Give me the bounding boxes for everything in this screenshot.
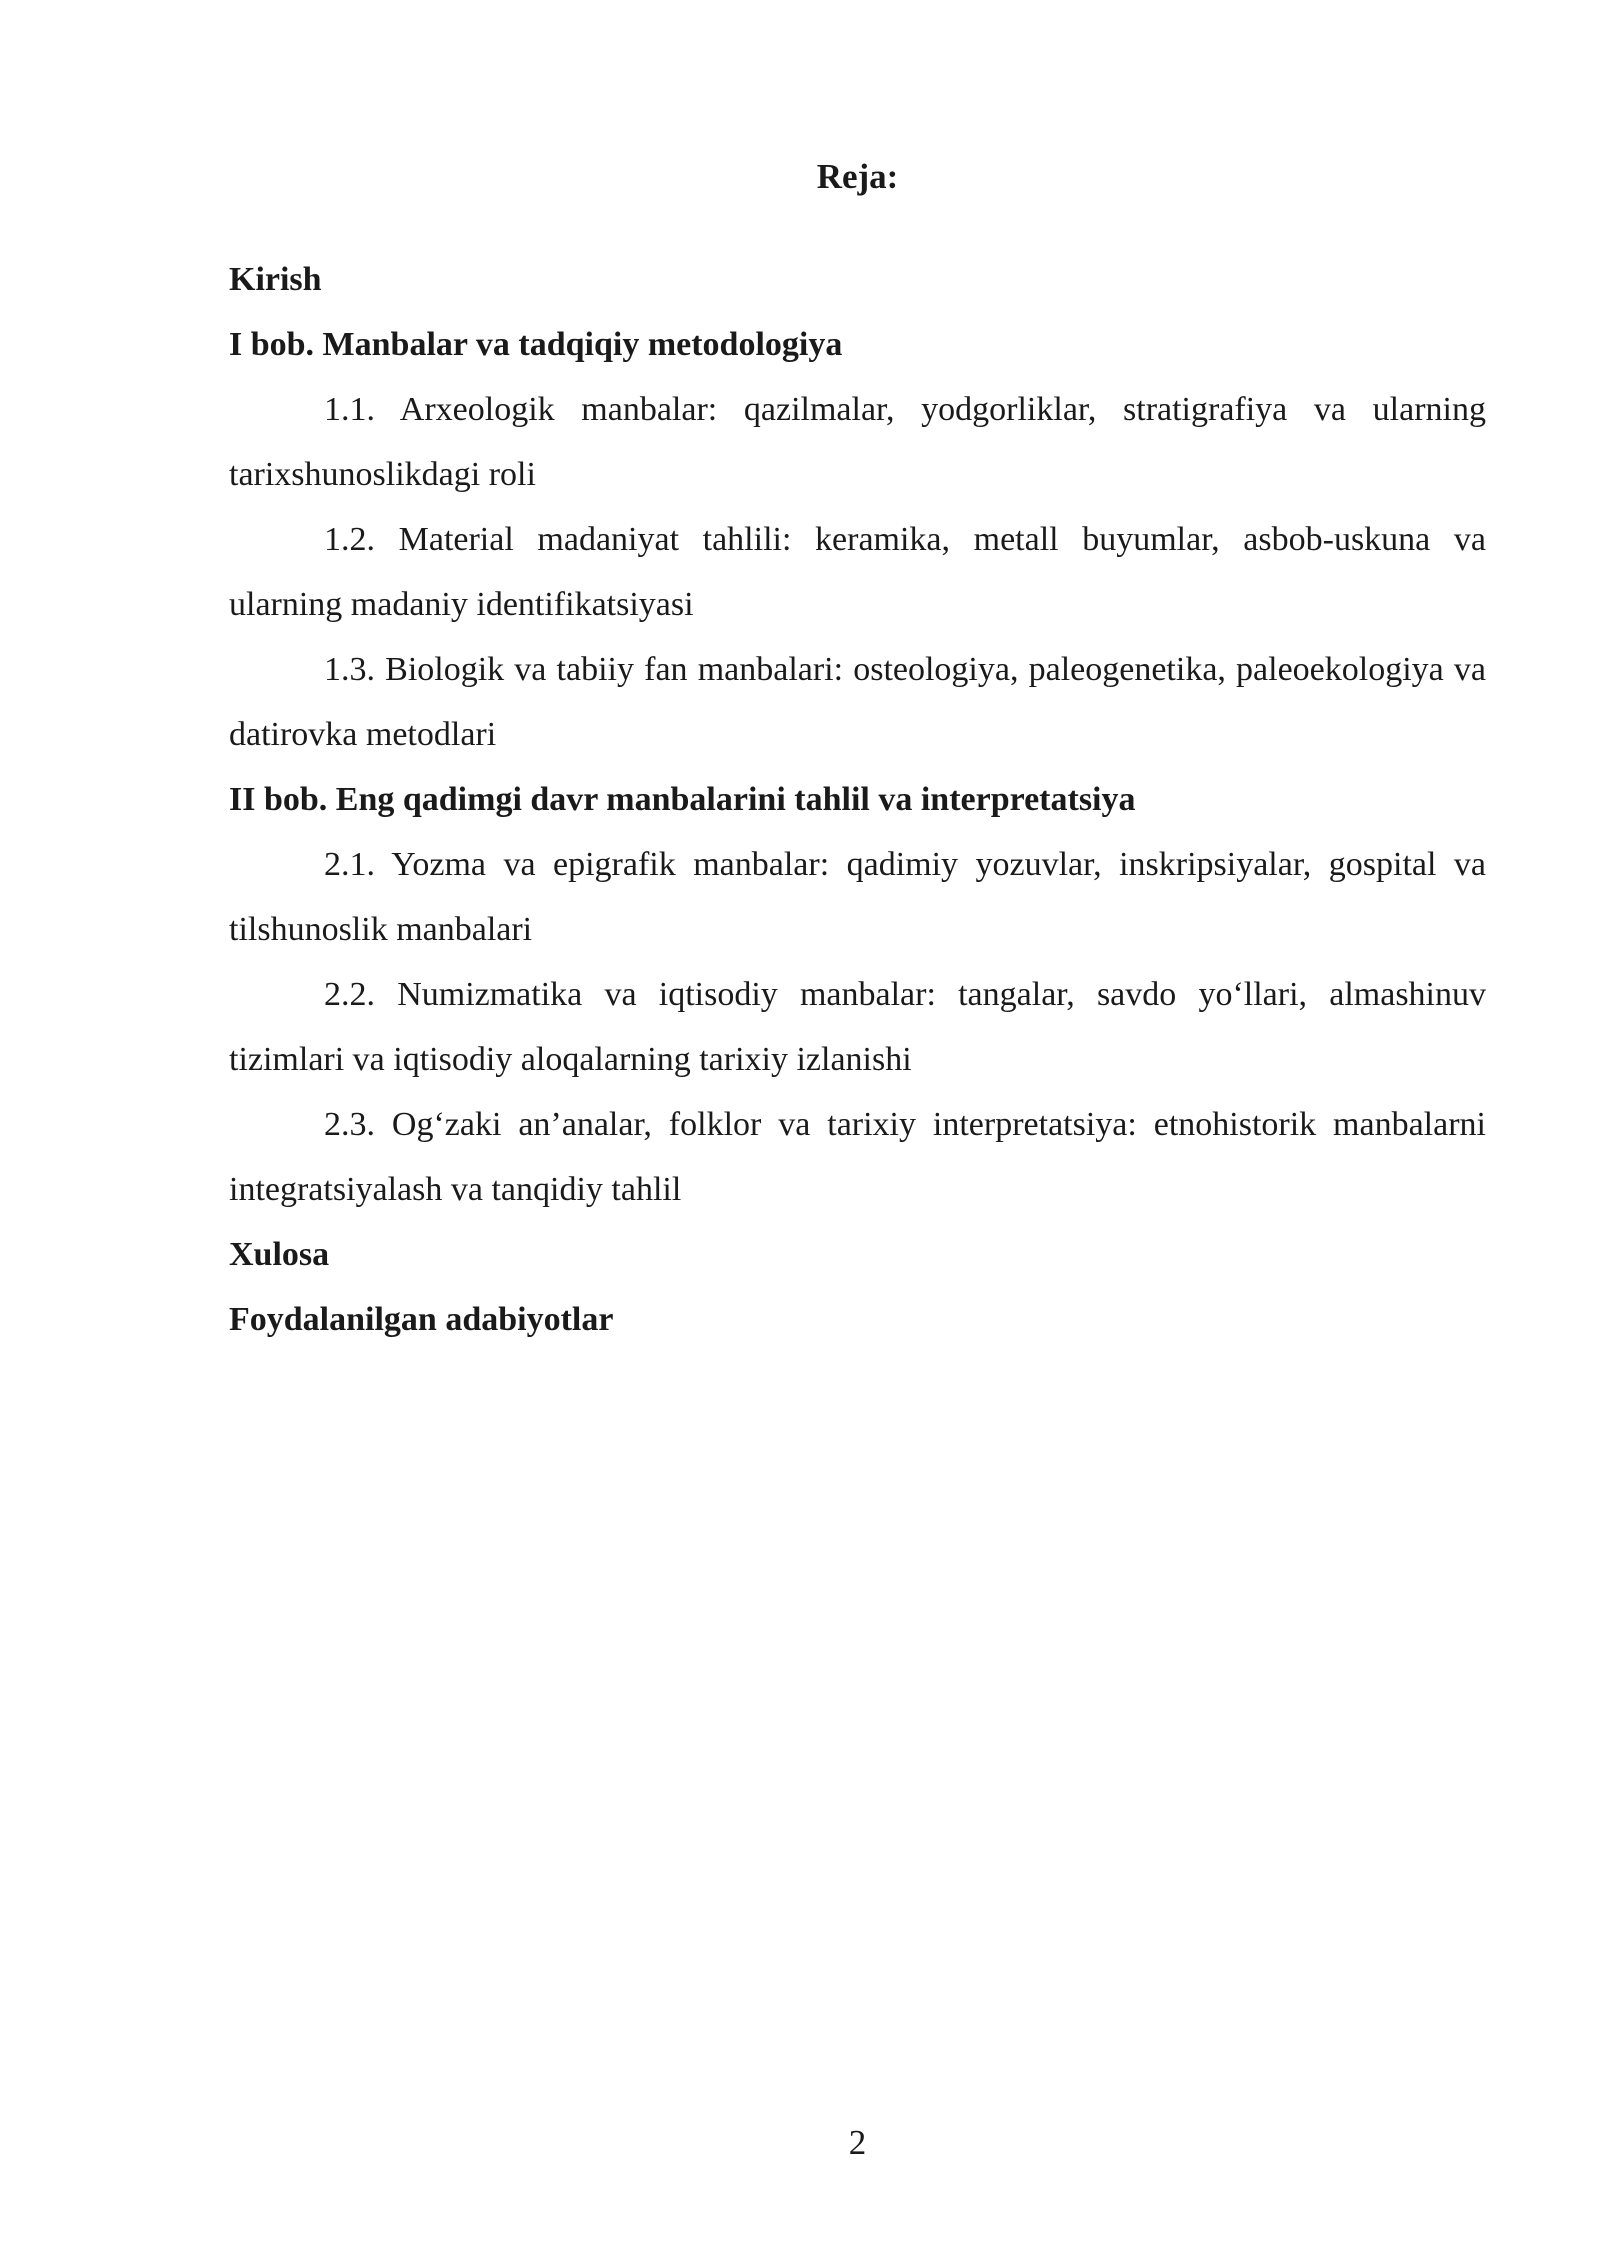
toc-item-1-2: 1.2. Material madaniyat tahlili: keramika, metall buyumlar, asbob-uskuna va ularning madaniy identifikatsiyasi (229, 521, 1486, 623)
page-title: Reja: (816, 157, 899, 196)
toc-heading-introduction: Kirish (229, 261, 322, 298)
page-number: 2 (848, 2123, 867, 2162)
toc-item-2-2: 2.2. Numizmatika va iqtisodiy manbalar: tangalar, savdo yo‘llari, almashinuv tizimlari va iqtisodiy aloqalarning tarixiy izlanishi (229, 976, 1486, 1078)
toc-item-1-3: 1.3. Biologik va tabiiy fan manbalari: osteologiya, paleogenetika, paleoekologiya va datirovka metodlari (229, 651, 1486, 753)
toc-heading-references: Foydalanilgan adabiyotlar (229, 1301, 614, 1338)
toc-item-2-1: 2.1. Yozma va epigrafik manbalar: qadimiy yozuvlar, inskripsiyalar, gospital va tilshunoslik manbalari (229, 846, 1486, 948)
toc-item-2-3: 2.3. Og‘zaki an’analar, folklor va tarixiy interpretatsiya: etnohistorik manbalarni integratsiyalash va tanqidiy tahlil (229, 1106, 1486, 1208)
toc-heading-chapter-2: II bob. Eng qadimgi davr manbalarini tahlil va interpretatsiya (229, 781, 1136, 818)
table-of-contents (229, 247, 1486, 1352)
toc-heading-chapter-1: I bob. Manbalar va tadqiqiy metodologiya (229, 326, 843, 363)
toc-item-1-1: 1.1. Arxeologik manbalar: qazilmalar, yodgorliklar, stratigrafiya va ularning tarixshunoslikdagi roli (229, 391, 1486, 493)
toc-heading-conclusion: Xulosa (229, 1236, 330, 1273)
